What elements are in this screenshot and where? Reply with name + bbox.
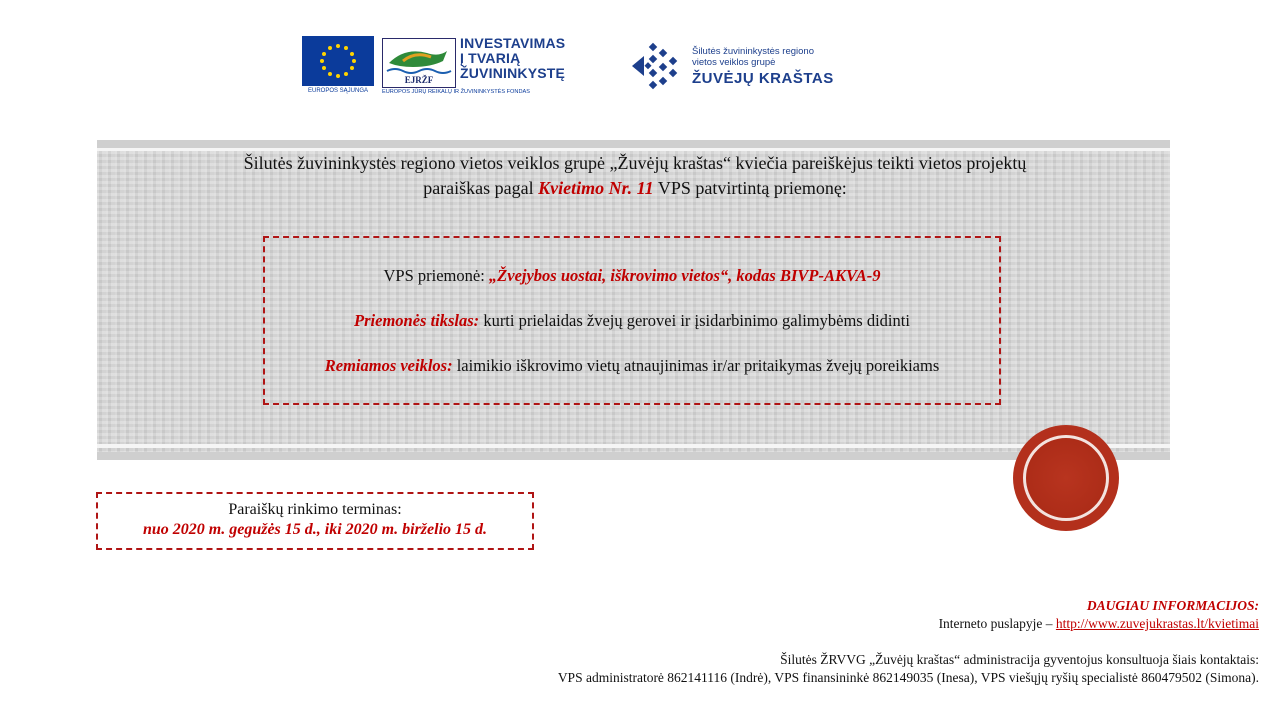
measure-row: [265, 266, 999, 286]
band-edge-bottom: [97, 452, 1170, 460]
intro-line-2-post: VPS patvirtintą priemonę:: [653, 178, 847, 198]
band-divider-bottom: [97, 444, 1170, 448]
website-label: Interneto puslapyje –: [938, 616, 1056, 631]
activities-row: [265, 356, 999, 376]
invest-line-3: ŽUVININKYSTĘ: [460, 65, 566, 81]
invest-line-1: INVESTAVIMAS: [460, 35, 566, 51]
zk-line-2: vietos veiklos grupė: [692, 57, 776, 68]
intro-line-1: Šilutės žuvininkystės regiono vietos veiklos grupė „Žuvėjų kraštas“ kviečia pareiškėjus teikti vietos projektų: [243, 153, 1027, 173]
goal-value: kurti prielaidas žvejų gerovei ir įsidarbinimo galimybėms didinti: [479, 311, 910, 330]
intro-text: [120, 151, 1150, 201]
spacer: [359, 633, 1259, 651]
ejrzf-abbr: EJRŽF: [404, 75, 434, 85]
decorative-circle-inner: [1023, 435, 1109, 521]
deadline-dates: nuo 2020 m. gegužės 15 d., iki 2020 m. birželio 15 d.: [142, 521, 488, 538]
intro-line-2-pre: paraiškas pagal: [423, 178, 539, 198]
measure-box: [263, 236, 1001, 405]
contacts-line: VPS administratorė 862141116 (Indrė), VPS finansininkė 862149035 (Inesa), VPS viešųjų ryšių specialistė 860479502 (Simona).: [557, 670, 1259, 685]
deadline-box: [96, 492, 534, 550]
activities-value: laimikio iškrovimo vietų atnaujinimas ir/ar pritaikymas žvejų poreikiams: [452, 356, 940, 375]
deadline-label: Paraiškų rinkimo terminas:: [228, 501, 402, 518]
zk-name: ŽUVĖJŲ KRAŠTAS: [692, 70, 834, 87]
activities-label: Remiamos veiklos:: [324, 356, 453, 375]
eu-flag-icon: [302, 36, 374, 86]
ejrzf-caption: EUROPOS JŪRŲ REIKALŲ IR ŽUVININKYSTĖS FONDAS: [382, 89, 530, 95]
measure-label: VPS priemonė:: [383, 266, 489, 285]
ejrzf-logo: [382, 38, 456, 88]
zuveju-krastas-fish-icon: [628, 38, 686, 94]
consult-line: Šilutės ŽRVVG „Žuvėjų kraštas“ administracija gyventojus konsultuoja šiais kontaktais:: [780, 652, 1259, 667]
invest-slogan: [460, 36, 584, 81]
band-edge-top: [97, 140, 1170, 148]
ejrzf-fish-icon: [383, 41, 455, 77]
zk-line-1: Šilutės žuvininkystės regiono: [692, 46, 814, 57]
eu-caption: EUROPOS SĄJUNGA: [307, 88, 368, 94]
invest-line-2: Į TVARIĄ: [460, 50, 521, 66]
intro-line-2: [120, 176, 1150, 201]
more-info-heading: DAUGIAU INFORMACIJOS:: [1086, 598, 1259, 613]
zuveju-krastas-logo: [628, 38, 868, 94]
website-line: [359, 615, 1259, 633]
website-link[interactable]: http://www.zuvejukrastas.lt/kvietimai: [1055, 616, 1259, 631]
goal-label: Priemonės tikslas:: [354, 311, 480, 330]
decorative-circle: [1013, 425, 1119, 531]
measure-value: „Žvejybos uostai, iškrovimo vietos“, kodas BIVP-AKVA-9: [488, 266, 881, 285]
call-number: Kvietimo Nr. 11: [538, 178, 654, 198]
goal-row: [265, 311, 999, 331]
more-info: [359, 597, 1259, 687]
zuveju-krastas-text: [692, 46, 834, 87]
funding-logos: [302, 36, 582, 98]
